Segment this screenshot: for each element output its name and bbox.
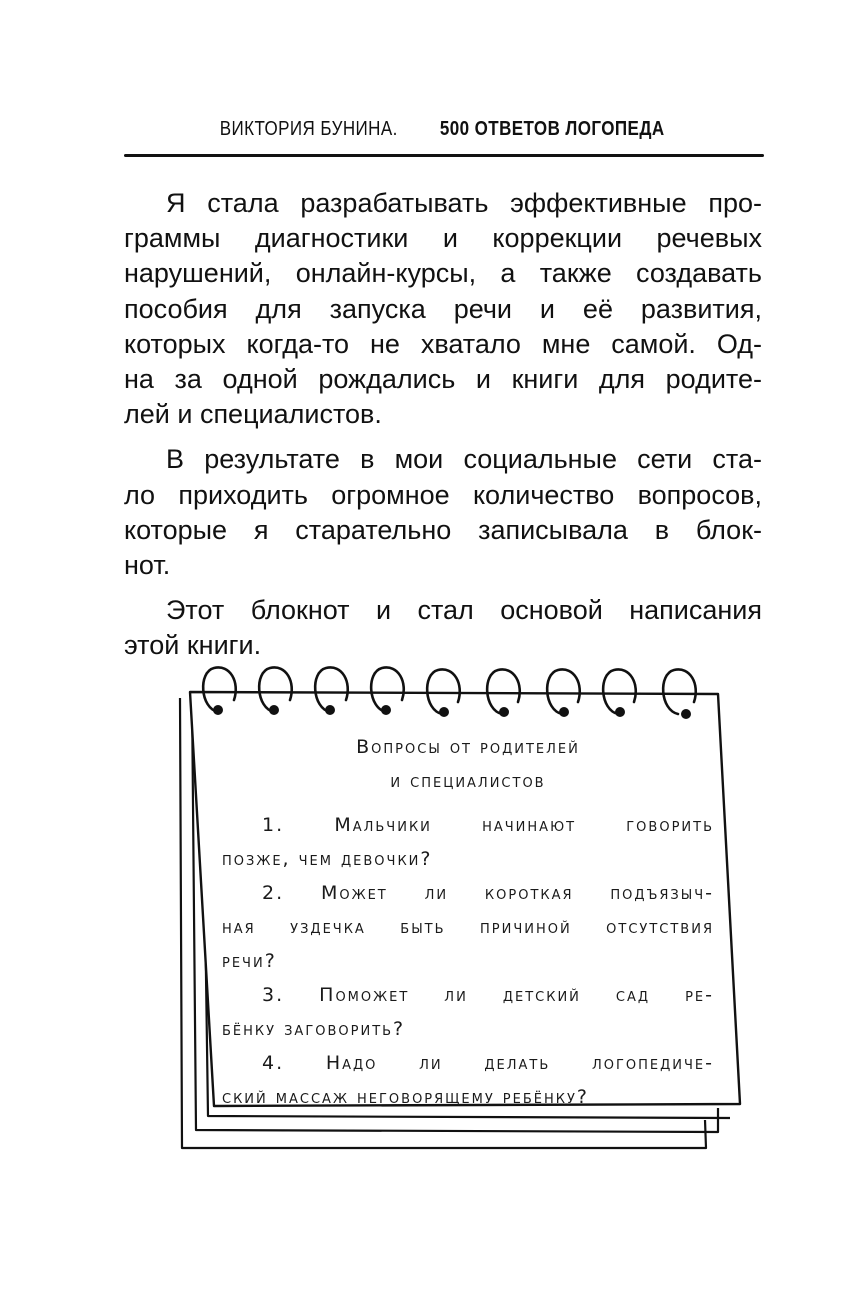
question-item	[222, 1046, 714, 1114]
question-line: бёнку заговорить?	[222, 1018, 406, 1040]
running-header	[124, 118, 764, 141]
question-item	[222, 978, 714, 1046]
text-line: В результате в мои социальные сети ста-	[166, 444, 762, 475]
paragraph-2	[124, 442, 762, 583]
question-line: 1. Мальчики начинают говорить	[262, 814, 714, 836]
text-line: которых когда-то не хватало мне самой. Од-	[124, 328, 762, 359]
question-line: 4. Надо ли делать логопедиче-	[262, 1052, 714, 1074]
question-line: 3. Поможет ли детский сад ре-	[262, 984, 714, 1006]
text-line: нот.	[124, 550, 171, 581]
notebook-title	[222, 730, 714, 798]
text-line: Этот блокнот и стал основой написания	[166, 595, 762, 626]
question-line: ский массаж неговорящему ребёнку?	[222, 1086, 589, 1108]
notebook-illustration	[178, 660, 748, 1160]
question-item	[222, 876, 714, 978]
text-line: ло приходить огромное количество вопросов,	[124, 479, 762, 510]
body-text	[124, 186, 762, 674]
text-line: этой книги.	[124, 630, 262, 661]
header-book-title: 500 ОТВЕТОВ ЛОГОПЕДА	[439, 118, 665, 140]
paragraph-3	[124, 593, 762, 663]
header-author: ВИКТОРИЯ БУНИНА.	[219, 118, 398, 140]
question-item	[222, 808, 714, 876]
text-line: лей и специалистов.	[124, 399, 382, 430]
paragraph-1	[124, 186, 762, 432]
question-line: ная уздечка быть причиной отсутствия	[222, 916, 714, 938]
text-line: нарушений, онлайн-курсы, а также создавать	[124, 258, 762, 289]
header-rule	[124, 154, 764, 157]
text-line: которые я старательно записывала в блок-	[124, 514, 762, 545]
question-list	[222, 808, 714, 1114]
text-line: граммы диагностики и коррекции речевых	[124, 223, 762, 254]
notebook-title-line: и специалистов	[390, 770, 546, 792]
text-line: пособия для запуска речи и её развития,	[124, 293, 762, 324]
question-line: позже, чем девочки?	[222, 848, 433, 870]
question-line: 2. Может ли короткая подъязыч-	[262, 882, 714, 904]
text-line: на за одной рождались и книги для родите-	[124, 364, 762, 395]
question-line: речи?	[222, 950, 277, 972]
notebook-content	[222, 730, 714, 1114]
text-line: Я стала разрабатывать эффективные про-	[166, 188, 762, 218]
notebook-title-line: Вопросы от родителей	[356, 736, 580, 758]
